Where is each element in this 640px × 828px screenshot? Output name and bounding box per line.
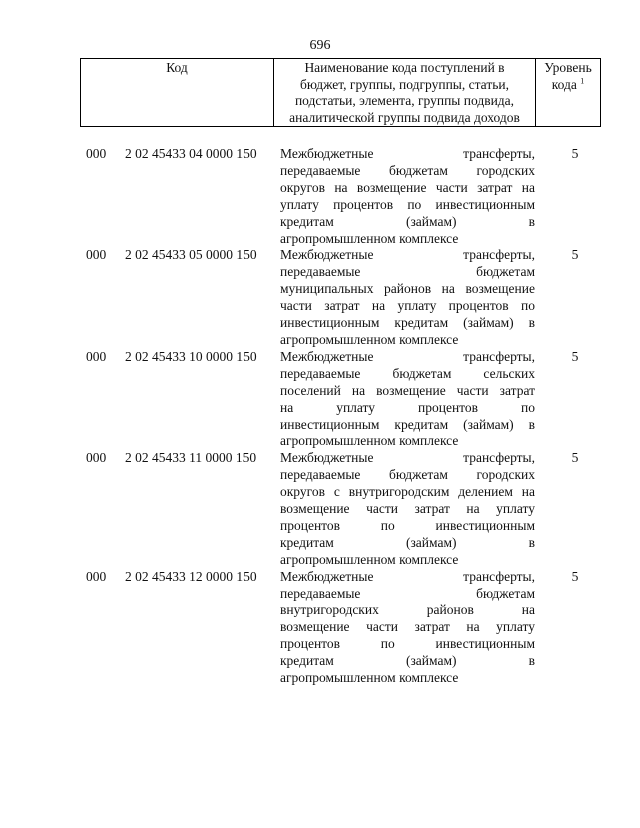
table-row <box>80 349 608 450</box>
revenue-name-line: поселений на возмещение части затрат <box>280 382 535 398</box>
revenue-name-line: Межбюджетные трансферты, <box>280 247 535 263</box>
revenue-code: 2 02 45433 10 0000 150 <box>125 348 257 364</box>
table-header <box>80 58 601 127</box>
revenue-name-line: инвестиционным кредитам (займам) в <box>280 315 535 331</box>
admin-code: 000 <box>86 450 107 466</box>
code-level: 5 <box>571 568 579 584</box>
admin-code: 000 <box>86 568 107 584</box>
revenue-name-line: передаваемые бюджетам городских <box>280 467 535 483</box>
header-name-line: подстатьи, элемента, группы подвида, <box>294 93 515 108</box>
admin-code: 000 <box>86 247 107 263</box>
code-level: 5 <box>571 146 579 161</box>
revenue-name-line: на уплату процентов по <box>280 399 535 415</box>
revenue-name-line: передаваемые бюджетам городских <box>280 162 535 178</box>
table-row <box>80 146 608 247</box>
revenue-name <box>280 450 535 568</box>
header-level-cell <box>536 59 601 127</box>
code-level: 5 <box>571 247 579 263</box>
table-body <box>80 146 608 687</box>
table-row <box>80 247 608 348</box>
revenue-code: 2 02 45433 05 0000 150 <box>125 247 257 263</box>
revenue-name-line: Межбюджетные трансферты, <box>280 450 535 466</box>
table-row <box>80 569 608 687</box>
revenue-name-line: процентов по инвестиционным <box>280 517 535 533</box>
revenue-name-line: муниципальных районов на возмещение <box>280 281 535 297</box>
revenue-name-line: агропромышленном комплексе <box>280 230 459 246</box>
header-name-line: Наименование кода поступлений в <box>304 60 505 75</box>
header-level-line: кода <box>551 76 577 92</box>
revenue-name-line: агропромышленном комплексе <box>280 331 459 347</box>
admin-code: 000 <box>86 348 107 364</box>
page-number: 696 <box>309 38 331 53</box>
header-name-line: бюджет, группы, подгруппы, статьи, <box>300 76 509 92</box>
revenue-name <box>280 247 535 348</box>
revenue-name-line: передаваемые бюджетам <box>280 264 535 280</box>
table-row <box>80 450 608 568</box>
header-name-line: аналитической группы подвида доходов <box>289 109 520 125</box>
revenue-name-line: кредитам (займам) в <box>280 213 535 229</box>
revenue-name-line: передаваемые бюджетам <box>280 585 535 601</box>
header-code-label: Код <box>166 60 188 75</box>
revenue-name-line: возмещение части затрат на уплату <box>280 619 535 635</box>
revenue-code: 2 02 45433 11 0000 150 <box>125 450 257 466</box>
header-code-cell <box>81 59 274 127</box>
code-level: 5 <box>571 450 579 466</box>
revenue-code: 2 02 45433 04 0000 150 <box>125 146 257 161</box>
revenue-name-line: округов с внутригородским делением на <box>280 484 535 500</box>
revenue-name-line: инвестиционным кредитам (займам) в <box>280 416 535 432</box>
revenue-name-line: возмещение части затрат на уплату <box>280 501 535 517</box>
revenue-name-line: округов на возмещение части затрат на <box>280 179 535 195</box>
header-level-footnote: 1 <box>580 76 585 85</box>
revenue-name-line: внутригородских районов на <box>280 602 535 618</box>
revenue-name-line: передаваемые бюджетам сельских <box>280 365 535 381</box>
revenue-name-line: процентов по инвестиционным <box>280 636 535 652</box>
header-name-cell <box>274 59 536 127</box>
revenue-name-line: агропромышленном комплексе <box>280 433 459 449</box>
revenue-name-line: Межбюджетные трансферты, <box>280 348 535 364</box>
revenue-name-line: Межбюджетные трансферты, <box>280 146 535 161</box>
revenue-name <box>280 146 535 247</box>
revenue-name-line: кредитам (займам) в <box>280 653 535 669</box>
revenue-name <box>280 569 535 687</box>
revenue-name-line: части затрат на уплату процентов по <box>280 298 535 314</box>
revenue-name-line: Межбюджетные трансферты, <box>280 568 535 584</box>
header-level-line: Уровень <box>544 60 592 75</box>
revenue-name-line: агропромышленном комплексе <box>280 670 459 686</box>
revenue-name <box>280 349 535 450</box>
revenue-name-line: уплату процентов по инвестиционным <box>280 196 535 212</box>
revenue-code: 2 02 45433 12 0000 150 <box>125 568 257 584</box>
revenue-name-line: кредитам (займам) в <box>280 534 535 550</box>
admin-code: 000 <box>86 146 107 161</box>
revenue-name-line: агропромышленном комплексе <box>280 551 459 567</box>
code-level: 5 <box>571 348 579 364</box>
